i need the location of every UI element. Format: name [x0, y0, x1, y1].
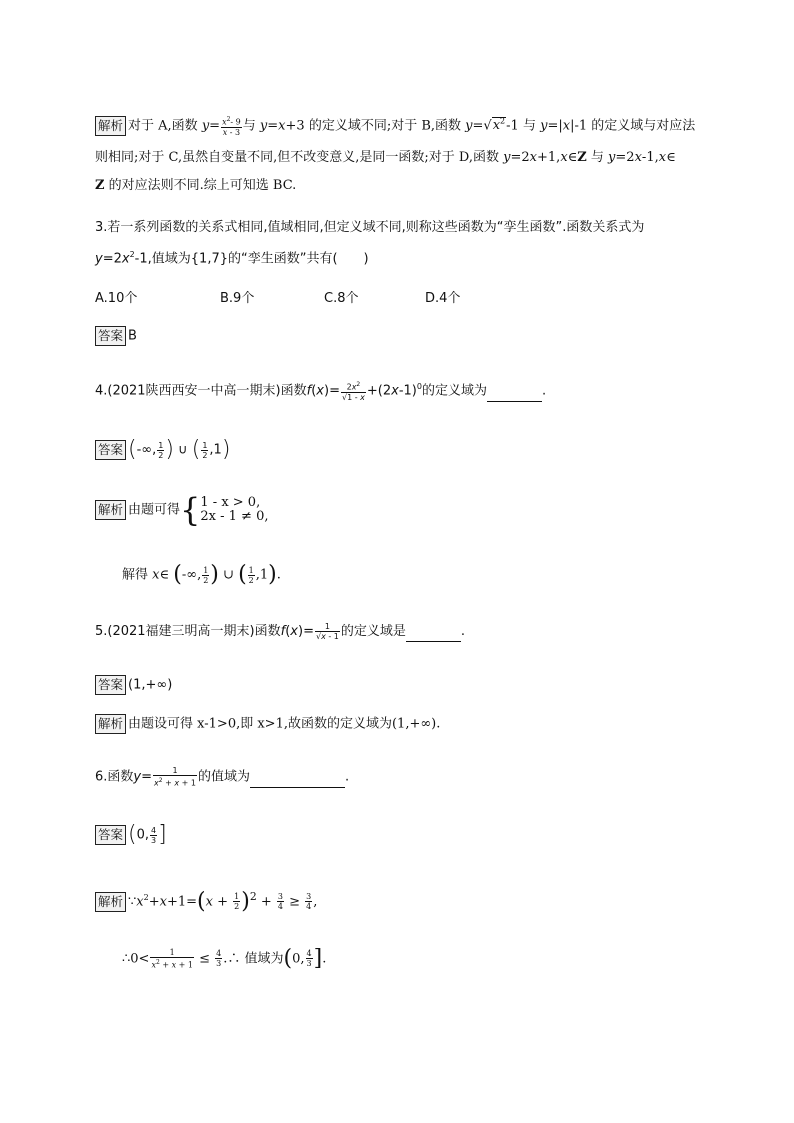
- answer-q4: 答案 (-∞, $\frac{1}{2}$ ) ∪ ( $\frac{1}{2}$ ,1): [95, 440, 230, 461]
- analysis-q4-result: 解得 x∈ (-∞, $\frac{1}{2}$ ) ∪ ( $\frac{1}{2}$ ,1).: [122, 562, 281, 587]
- question-3-line1: 3.若一系列函数的关系式相同,值域相同,但定义域不同,则称这些函数为“孪生函数”.函数关系式为: [95, 220, 645, 235]
- analysis-q2-line1: 解析 对于 A,函数 y= $\frac{x^2- 9}{x - 3}$ 与 y=x+3 的定义域不同;对于 B,函数 $y=√x^2-1$ 与 y=|x|-1 的定义域与对应法: [95, 112, 695, 137]
- option-d: D.4个: [425, 291, 461, 306]
- analysis-q5: 解析 由题设可得 x-1>0,即 x>1,故函数的定义域为(1,+∞).: [95, 714, 440, 735]
- answer-q5: 答案 (1,+∞): [95, 675, 172, 696]
- analysis-tag: 解析: [95, 892, 126, 912]
- analysis-q2-line3: Z 的对应法则不同.综上可知选 BC.: [95, 178, 297, 193]
- analysis-q2-line2: 则相同;对于 C,虽然自变量不同,但不改变意义,是同一函数;对于 D,函数 y=2x+1,x∈Z 与 y=2x-1,x∈: [95, 150, 676, 165]
- answer-blank: [406, 627, 461, 642]
- answer-tag: 答案: [95, 326, 126, 346]
- answer-tag: 答案: [95, 675, 126, 695]
- analysis-q6-result: ∴0< $\frac{1}{x^2 + x + 1}$ ≤ $\frac{4}{3}$ .∴ 值域为(0, $\frac{4}{3}$ ].: [122, 945, 327, 971]
- answer-blank: [250, 773, 345, 788]
- analysis-q4: 解析 由题可得{ 1 - x > 0, 2x - 1 ≠ 0,: [95, 496, 268, 524]
- fraction: $\frac{2x^2}{√1 - x}$: [341, 381, 365, 402]
- analysis-tag: 解析: [95, 500, 126, 520]
- answer-tag: 答案: [95, 440, 126, 460]
- analysis-tag: 解析: [95, 116, 126, 136]
- question-5: 5.(2021福建三明高一期末)函数f(x)= $\frac{1}{√x - 1}$ 的定义域是 .: [95, 622, 466, 641]
- fraction: $\frac{1}{√x - 1}$: [315, 622, 339, 641]
- question-6: 6.函数y= $\frac{1}{x^2 + x + 1}$ 的值域为 .: [95, 766, 350, 788]
- option-c: C.8个: [324, 291, 359, 306]
- question-3-line2: $y=2x^2-1$,值域为{1,7}的“孪生函数”共有( ): [95, 250, 369, 267]
- fraction: $\frac{x^2- 9}{x - 3}$: [222, 116, 241, 137]
- answer-tag: 答案: [95, 825, 126, 845]
- option-a: A.10个: [95, 291, 138, 306]
- answer-q3: 答案 B: [95, 326, 137, 347]
- question-4: 4.(2021陕西西安一中高一期末)函数f(x)= $\frac{2x^2}{√1 - x}$ $+(2x-1)^0$的定义域为 .: [95, 381, 547, 402]
- analysis-tag: 解析: [95, 714, 126, 734]
- answer-q6: 答案 (0, $\frac{4}{3}$ ]: [95, 825, 167, 846]
- analysis-q6: 解析 $\because x^2+x+1=(x$ + $\frac{1}{2}$ )$^2$ + $\frac{3}{4}$ ≥ $\frac{3}{4}$ ,: [95, 887, 317, 912]
- answer-blank: [487, 387, 542, 402]
- fraction: $\frac{1}{x^2 + x + 1}$: [154, 766, 196, 788]
- option-b: B.9个: [220, 291, 255, 306]
